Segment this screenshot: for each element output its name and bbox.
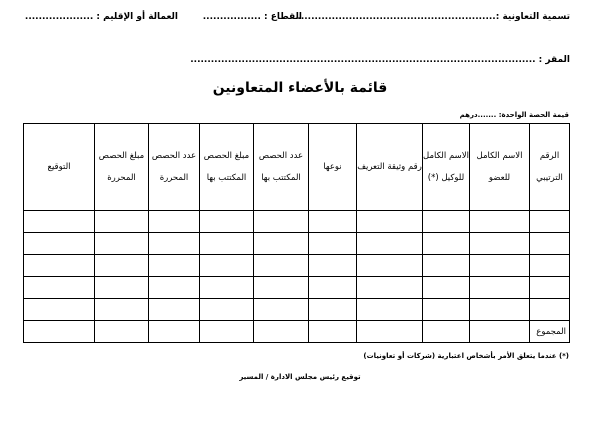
table-cell: المجموع bbox=[530, 321, 570, 343]
table-cell bbox=[470, 321, 530, 343]
table-cell bbox=[95, 277, 149, 299]
table-cell bbox=[470, 233, 530, 255]
table-cell bbox=[200, 321, 254, 343]
table-cell bbox=[423, 233, 470, 255]
table-cell bbox=[254, 277, 309, 299]
header-line-2 bbox=[20, 55, 570, 69]
total-row bbox=[24, 321, 570, 343]
table-cell bbox=[423, 321, 470, 343]
table-cell bbox=[95, 321, 149, 343]
table-cell bbox=[149, 299, 200, 321]
table-cell bbox=[24, 277, 95, 299]
table-cell bbox=[95, 233, 149, 255]
page-title: قائمة بالأعضاء المتعاونين bbox=[212, 80, 388, 96]
table-row bbox=[24, 211, 570, 233]
column-header: الرقم الترتيبي bbox=[530, 124, 570, 211]
table-cell bbox=[200, 277, 254, 299]
table-cell bbox=[149, 321, 200, 343]
table-cell bbox=[309, 233, 357, 255]
table-cell bbox=[200, 233, 254, 255]
table-row bbox=[24, 233, 570, 255]
table-header-row bbox=[24, 124, 570, 211]
table-cell bbox=[254, 321, 309, 343]
members-table bbox=[23, 123, 570, 343]
cooperative-name-field: تسمية التعاونية :.......................................................... bbox=[297, 12, 570, 22]
table-row bbox=[24, 299, 570, 321]
share-value-label: قيمة الحصة الواحدة: .......درهم bbox=[459, 111, 569, 119]
footnote: (*) عندما يتعلق الأمر بأشخاص اعتبارية (شركات أو تعاونيات) bbox=[363, 352, 569, 360]
table-cell bbox=[254, 255, 309, 277]
column-header: الاسم الكامل للعضو bbox=[470, 124, 530, 211]
table-cell bbox=[309, 299, 357, 321]
table-cell bbox=[149, 211, 200, 233]
prefecture-field: العمالة أو الإقليم : .................... bbox=[24, 12, 178, 22]
header-line-1 bbox=[20, 12, 570, 28]
table-cell bbox=[200, 299, 254, 321]
table-cell bbox=[309, 211, 357, 233]
sector-field: القطاع : ................. bbox=[202, 12, 302, 22]
table-cell bbox=[254, 233, 309, 255]
table-cell bbox=[470, 277, 530, 299]
table-cell bbox=[470, 211, 530, 233]
table-cell bbox=[95, 299, 149, 321]
table-cell bbox=[309, 277, 357, 299]
column-header: مبلغ الحصص المحررة bbox=[95, 124, 149, 211]
column-header: الاسم الكامل للوكيل (*) bbox=[423, 124, 470, 211]
table-cell bbox=[149, 233, 200, 255]
table-cell bbox=[254, 211, 309, 233]
signature-line: توقيع رئيس مجلس الادارة / المسير bbox=[239, 373, 361, 381]
table-cell bbox=[357, 255, 423, 277]
table-cell bbox=[423, 255, 470, 277]
table-row bbox=[24, 255, 570, 277]
table-cell bbox=[423, 299, 470, 321]
table-cell bbox=[530, 255, 570, 277]
table-cell bbox=[357, 321, 423, 343]
column-header: رقم وثيقة التعريف bbox=[357, 124, 423, 211]
table-cell bbox=[200, 211, 254, 233]
table-cell bbox=[530, 233, 570, 255]
headquarters-field: المقر : ..................................................................................................... bbox=[190, 55, 570, 65]
table-cell bbox=[423, 211, 470, 233]
table-cell bbox=[95, 255, 149, 277]
table-cell bbox=[423, 277, 470, 299]
table-cell bbox=[24, 299, 95, 321]
table-cell bbox=[357, 277, 423, 299]
column-header: مبلغ الحصص المكتتب بها bbox=[200, 124, 254, 211]
table-cell bbox=[309, 255, 357, 277]
table-cell bbox=[470, 255, 530, 277]
table-cell bbox=[24, 321, 95, 343]
table-cell bbox=[95, 211, 149, 233]
table-cell bbox=[470, 299, 530, 321]
table-cell bbox=[24, 255, 95, 277]
column-header: عدد الحصص المكتتب بها bbox=[254, 124, 309, 211]
table-cell bbox=[357, 299, 423, 321]
table-cell bbox=[357, 233, 423, 255]
table-cell bbox=[530, 299, 570, 321]
table-cell bbox=[530, 211, 570, 233]
table-row bbox=[24, 277, 570, 299]
column-header: عدد الحصص المحررة bbox=[149, 124, 200, 211]
table-cell bbox=[357, 211, 423, 233]
table-cell bbox=[309, 321, 357, 343]
column-header: نوعها bbox=[309, 124, 357, 211]
table-cell bbox=[24, 233, 95, 255]
table-cell bbox=[149, 277, 200, 299]
table-cell bbox=[254, 299, 309, 321]
table-cell bbox=[24, 211, 95, 233]
table-cell bbox=[530, 277, 570, 299]
column-header: التوقيع bbox=[24, 124, 95, 211]
table-cell bbox=[149, 255, 200, 277]
table-cell bbox=[200, 255, 254, 277]
